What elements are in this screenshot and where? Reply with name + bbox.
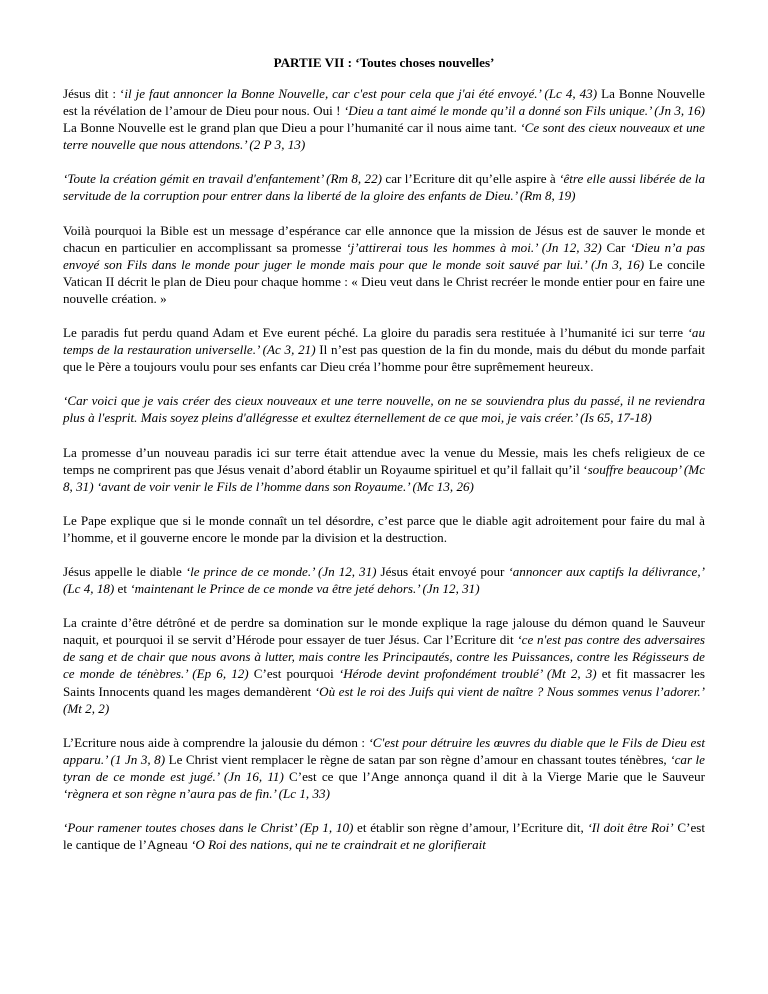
body-text: C’est le cantique de l’Agneau	[63, 820, 705, 853]
body-text: La Bonne Nouvelle est le grand plan que Dieu a pour l’humanité car il nous aime tant.	[63, 120, 521, 136]
quotation-text: ‘Dieu a tant aimé le monde qu’il a donné son Fils unique.’ (Jn 3, 16)	[343, 103, 706, 119]
body-text: Le Pape explique que si le monde connaît un tel désordre, c’est parce que le diable agit adroitement pour faire du mal à l’homme, et il gouverne encore le monde par la division et la destruction.	[63, 512, 705, 545]
paragraph	[63, 85, 705, 153]
paragraph	[63, 563, 705, 597]
quotation-text: ‘Ce sont des cieux nouveaux et une terre nouvelle que nous attendons.’ (2 P 3, 13)	[63, 120, 705, 153]
quotation-text: ‘le prince de ce monde.’ (Jn 12, 31)	[185, 563, 377, 579]
quotation-text: ‘Car voici que je vais créer des cieux nouveaux et une terre nouvelle, on ne se souviendra plus du passé, il ne reviendra plus à l'esprit. Mais soyez pleins d'allégresse et exultez éternellement de ce que moi, je vais créer.’ (Is 65, 17-18)	[63, 393, 705, 426]
quotation-text: souffre beaucoup’ (Mc 8, 31) ‘avant de voir venir le Fils de l’homme dans son Royaume.’ (Mc 13, 26)	[63, 461, 706, 494]
quotation-text: ‘être elle aussi libérée de la servitude de la corruption pour entrer dans la liberté de la gloire des enfants de Dieu.’ (Rm 8, 19)	[63, 171, 705, 204]
quotation-text: ‘annoncer aux captifs la délivrance,’ (Lc 4, 18)	[63, 563, 705, 597]
quotation-text: ‘Toute la création gémit en travail d'enfantement’ (Rm 8, 22)	[63, 171, 382, 187]
body-text: Le paradis fut perdu quand Adam et Eve eurent péché. La gloire du paradis sera restituée à l’humanité ici sur terre	[63, 325, 688, 341]
body-text: La promesse d’un nouveau paradis ici sur terre était attendue avec la venue du Messie, mais les chefs religieux de ce temps ne comprirent pas que Jésus venait d’abord établir un Royaume spirituel et qu’il fallait qu’il ‘	[63, 444, 705, 477]
quotation-text: ‘au temps de la restauration universelle.’ (Ac 3, 21)	[63, 325, 705, 358]
paragraph	[63, 819, 705, 853]
paragraph	[63, 392, 705, 426]
quotation-text: ‘car le tyran de ce monde est jugé.’ (Jn 16, 11)	[63, 751, 705, 784]
quotation-text: ‘C'est pour détruire les œuvres du diable que le Fils de Dieu est apparu.’ (1 Jn 3, 8)	[63, 734, 705, 767]
quotation-text: ‘règnera et son règne n’aura pas de fin.’ (Lc 1, 33)	[63, 786, 330, 801]
paragraph	[63, 324, 705, 375]
quotation-text: il je faut annoncer la Bonne Nouvelle, car c'est pour cela que j'ai été envoyé.’ (Lc 4, 43)	[124, 86, 598, 101]
body-text: C’est ce que l’Ange annonça quand il dit à la Vierge Marie que le Sauveur	[283, 768, 705, 784]
paragraph	[63, 170, 705, 204]
body-text: Jésus dit : ‘	[63, 86, 125, 101]
paragraph	[63, 512, 705, 546]
quotation-text: ‘maintenant le Prince de ce monde va être jeté dehors.’ (Jn 12, 31)	[130, 581, 480, 597]
body-text: et	[114, 581, 131, 597]
body-text: Voilà pourquoi la Bible est un message d’espérance car elle annonce que la mission de Jésus est de sauver le monde et chacun en particulier en accomplissant sa promesse	[63, 222, 705, 255]
body-text: L’Ecriture nous aide à comprendre la jalousie du démon :	[63, 734, 369, 750]
body-text: C’est pourquoi	[248, 666, 339, 682]
paragraph	[63, 734, 705, 802]
quotation-text: ‘Dieu n’a pas envoyé son Fils dans le monde pour juger le monde mais pour que le monde soit sauvé par lui.’ (Jn 3, 16)	[63, 239, 705, 272]
body-text: et fit massacrer les Saints Innocents quand les mages demandèrent	[63, 666, 705, 699]
body-text: Jésus était envoyé pour	[376, 563, 509, 579]
document-body	[63, 85, 705, 853]
paragraph	[63, 222, 705, 307]
quotation-text: ‘O Roi des nations, qui ne te craindrait et ne glorifierait	[190, 837, 486, 853]
quotation-text: ‘Hérode devint profondément troublé’ (Mt 2, 3)	[338, 666, 597, 682]
paragraph	[63, 614, 705, 717]
body-text: Car	[601, 239, 631, 255]
paragraph	[63, 444, 705, 495]
quotation-text: ‘Où est le roi des Juifs qui vient de naître ? Nous sommes venus l’adorer.’ (Mt 2, 2)	[63, 683, 705, 716]
body-text: Jésus appelle le diable	[63, 563, 186, 579]
body-text: car l’Ecriture dit qu’elle aspire à	[382, 171, 560, 187]
quotation-text: ‘j’attirerai tous les hommes à moi.’ (Jn 12, 32)	[346, 239, 602, 255]
quotation-text: ‘Il doit être Roi’	[587, 820, 674, 836]
body-text: Le concile Vatican II décrit le plan de Dieu pour chaque homme : « Dieu veut dans le Christ recréer le monde entier pour en faire une nouvelle création. »	[63, 256, 705, 306]
quotation-text: ‘Pour ramener toutes choses dans le Christ’ (Ep 1, 10)	[63, 820, 354, 836]
body-text: Le Christ vient remplacer le règne de satan par son règne d’amour en chassant toutes ténèbres,	[165, 751, 671, 767]
body-text: La crainte d’être détrôné et de perdre sa domination sur le monde explique la rage jalouse du démon quand le Sauveur naquit, et pourquoi il se servit d’Hérode pour essayer de tuer Jésus. Car l’Ecriture dit	[63, 615, 705, 648]
quotation-text: ‘ce n'est pas contre des adversaires de sang et de chair que nous avons à lutter, mais contre les Principautés, contre les Puissances, contre les Régisseurs de ce monde de ténèbres.’ (Ep 6, 12)	[63, 632, 705, 682]
body-text: Il n’est pas question de la fin du monde, mais du début du monde parfait que le Père a toujours voulu pour ses enfants car Dieu créa l’homme pour être suprêmement heureux.	[63, 342, 705, 375]
body-text: La Bonne Nouvelle est la révélation de l’amour de Dieu pour nous. Oui !	[63, 86, 705, 119]
page-title: PARTIE VII : ‘Toutes choses nouvelles’	[273, 55, 495, 70]
body-text: et établir son règne d’amour, l’Ecriture dit,	[353, 820, 588, 836]
